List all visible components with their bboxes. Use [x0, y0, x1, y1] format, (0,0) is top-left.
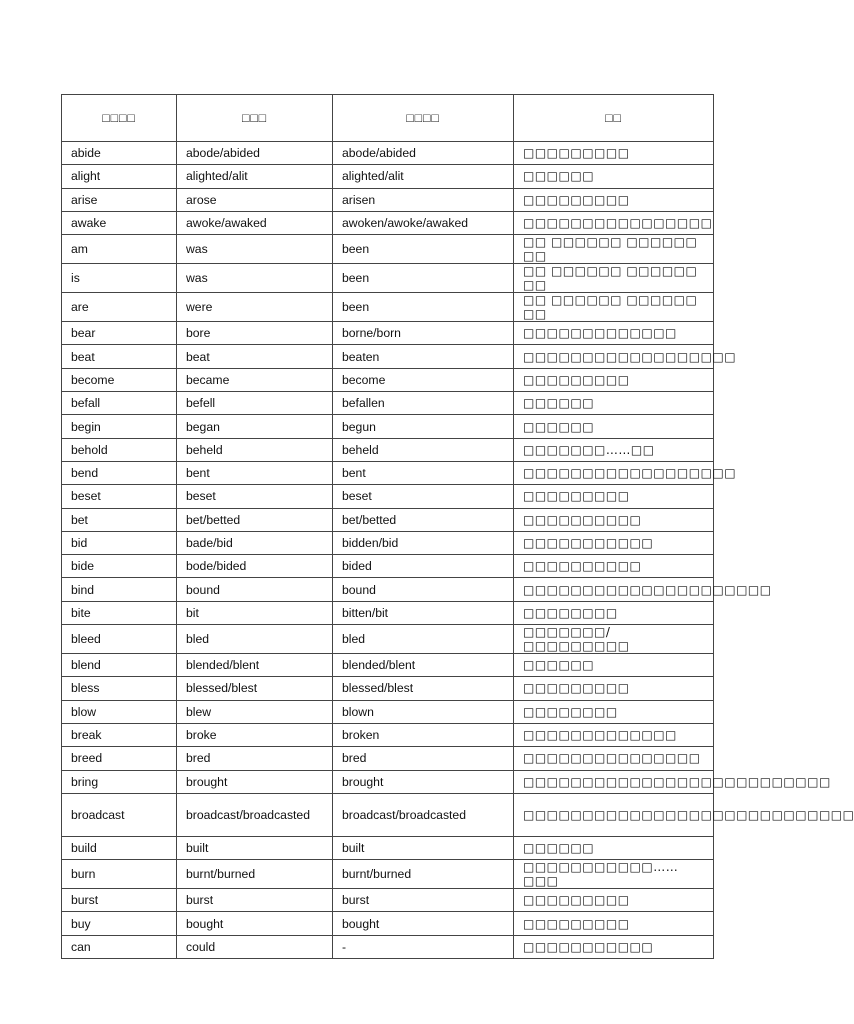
- cell-past-tense: burst: [177, 889, 333, 912]
- cell-past-tense: bit: [177, 601, 333, 624]
- cell-past-participle: beaten: [333, 345, 514, 368]
- cell-past-tense: broadcast/broadcasted: [177, 793, 333, 836]
- cell-base-form: begin: [62, 415, 177, 438]
- cell-meaning: □□□□□□□□□: [514, 912, 714, 935]
- cell-past-tense: built: [177, 836, 333, 859]
- cell-past-participle: bought: [333, 912, 514, 935]
- cell-meaning: □□□□□□□□□□□: [514, 935, 714, 958]
- table-row: [62, 392, 714, 415]
- cell-past-tense: bade/bid: [177, 531, 333, 554]
- table-row: [62, 165, 714, 188]
- cell-base-form: behold: [62, 438, 177, 461]
- cell-past-participle: begun: [333, 415, 514, 438]
- cell-past-tense: blessed/blest: [177, 677, 333, 700]
- cell-past-participle: broadcast/broadcasted: [333, 793, 514, 836]
- cell-meaning: □□□□□□□□□□□□□: [514, 723, 714, 746]
- cell-meaning: □□□□□□□……□□: [514, 438, 714, 461]
- cell-past-tense: blended/blent: [177, 654, 333, 677]
- table-row: [62, 235, 714, 264]
- cell-meaning: □□□□□□□□□: [514, 188, 714, 211]
- cell-meaning: □□ □□□□□□ □□□□□□ □□: [514, 235, 714, 264]
- cell-past-participle: been: [333, 235, 514, 264]
- cell-meaning: □□□□□□□/□□□□□□□□□: [514, 625, 714, 654]
- cell-past-tense: bled: [177, 625, 333, 654]
- table-row: [62, 555, 714, 578]
- cell-base-form: bind: [62, 578, 177, 601]
- cell-past-tense: bound: [177, 578, 333, 601]
- table-row: [62, 912, 714, 935]
- table-row: [62, 625, 714, 654]
- cell-past-tense: bred: [177, 747, 333, 770]
- cell-base-form: bend: [62, 461, 177, 484]
- cell-base-form: bet: [62, 508, 177, 531]
- cell-meaning: □□□□□□□□□□□……□□□: [514, 860, 714, 889]
- table-row: [62, 723, 714, 746]
- cell-past-tense: bode/bided: [177, 555, 333, 578]
- cell-meaning: □□□□□□□□□□□□□□□□□□: [514, 461, 714, 484]
- cell-meaning: □□ □□□□□□ □□□□□□ □□: [514, 293, 714, 322]
- cell-past-participle: bled: [333, 625, 514, 654]
- cell-past-participle: broken: [333, 723, 514, 746]
- cell-base-form: arise: [62, 188, 177, 211]
- cell-meaning: □□□□□□□□□□: [514, 508, 714, 531]
- cell-meaning: □□□□□□: [514, 392, 714, 415]
- cell-past-participle: awoken/awoke/awaked: [333, 211, 514, 234]
- cell-base-form: become: [62, 368, 177, 391]
- cell-base-form: am: [62, 235, 177, 264]
- cell-past-participle: bound: [333, 578, 514, 601]
- cell-meaning: □□ □□□□□□ □□□□□□ □□: [514, 264, 714, 293]
- cell-past-participle: been: [333, 264, 514, 293]
- cell-meaning: □□□□□□□□□: [514, 142, 714, 165]
- header-base-form: □□□□: [62, 95, 177, 142]
- table-row: [62, 368, 714, 391]
- cell-past-tense: beat: [177, 345, 333, 368]
- cell-base-form: burn: [62, 860, 177, 889]
- cell-past-tense: broke: [177, 723, 333, 746]
- cell-base-form: awake: [62, 211, 177, 234]
- cell-past-tense: bent: [177, 461, 333, 484]
- cell-meaning: □□□□□□□□□: [514, 677, 714, 700]
- table-row: [62, 485, 714, 508]
- cell-past-participle: been: [333, 293, 514, 322]
- cell-meaning: □□□□□□□□□□□□□□□□□□□□□□□□□□□□: [514, 793, 714, 836]
- cell-base-form: beat: [62, 345, 177, 368]
- cell-past-tense: were: [177, 293, 333, 322]
- cell-base-form: befall: [62, 392, 177, 415]
- cell-meaning: □□□□□□□□□□□□□□□□: [514, 211, 714, 234]
- cell-past-participle: borne/born: [333, 322, 514, 345]
- cell-past-participle: beset: [333, 485, 514, 508]
- cell-base-form: bid: [62, 531, 177, 554]
- cell-past-tense: beset: [177, 485, 333, 508]
- cell-past-tense: befell: [177, 392, 333, 415]
- cell-past-participle: built: [333, 836, 514, 859]
- cell-past-tense: burnt/burned: [177, 860, 333, 889]
- cell-past-participle: beheld: [333, 438, 514, 461]
- cell-past-tense: blew: [177, 700, 333, 723]
- table-row: [62, 860, 714, 889]
- cell-past-participle: become: [333, 368, 514, 391]
- cell-past-participle: -: [333, 935, 514, 958]
- cell-past-tense: could: [177, 935, 333, 958]
- cell-past-tense: arose: [177, 188, 333, 211]
- cell-past-participle: arisen: [333, 188, 514, 211]
- table-row: [62, 508, 714, 531]
- table-row: [62, 677, 714, 700]
- cell-base-form: can: [62, 935, 177, 958]
- cell-past-participle: bidden/bid: [333, 531, 514, 554]
- cell-base-form: are: [62, 293, 177, 322]
- cell-meaning: □□□□□□□□□: [514, 368, 714, 391]
- cell-meaning: □□□□□□□□□□□□□□□: [514, 747, 714, 770]
- cell-past-participle: bitten/bit: [333, 601, 514, 624]
- cell-meaning: □□□□□□□□□□□□□: [514, 322, 714, 345]
- cell-past-tense: became: [177, 368, 333, 391]
- cell-past-participle: burnt/burned: [333, 860, 514, 889]
- cell-past-participle: blended/blent: [333, 654, 514, 677]
- cell-meaning: □□□□□□□□□: [514, 889, 714, 912]
- cell-base-form: buy: [62, 912, 177, 935]
- cell-past-tense: brought: [177, 770, 333, 793]
- cell-base-form: bring: [62, 770, 177, 793]
- cell-past-tense: bought: [177, 912, 333, 935]
- cell-past-tense: bet/betted: [177, 508, 333, 531]
- cell-past-participle: bent: [333, 461, 514, 484]
- cell-past-tense: bore: [177, 322, 333, 345]
- cell-past-participle: alighted/alit: [333, 165, 514, 188]
- cell-past-tense: alighted/alit: [177, 165, 333, 188]
- table-row: [62, 889, 714, 912]
- cell-past-participle: bided: [333, 555, 514, 578]
- table-row: [62, 142, 714, 165]
- cell-base-form: bide: [62, 555, 177, 578]
- cell-meaning: □□□□□□□□□: [514, 485, 714, 508]
- cell-past-participle: bet/betted: [333, 508, 514, 531]
- table-row: [62, 438, 714, 461]
- cell-past-tense: began: [177, 415, 333, 438]
- table-row: [62, 531, 714, 554]
- cell-past-participle: burst: [333, 889, 514, 912]
- cell-meaning: □□□□□□: [514, 415, 714, 438]
- cell-meaning: □□□□□□□□: [514, 601, 714, 624]
- table-row: [62, 293, 714, 322]
- table-row: [62, 793, 714, 836]
- cell-base-form: bite: [62, 601, 177, 624]
- table-row: [62, 461, 714, 484]
- table-row: [62, 188, 714, 211]
- table-row: [62, 836, 714, 859]
- cell-meaning: □□□□□□: [514, 654, 714, 677]
- header-meaning: □□: [514, 95, 714, 142]
- header-past-tense: □□□: [177, 95, 333, 142]
- table-row: [62, 264, 714, 293]
- table-row: [62, 601, 714, 624]
- cell-meaning: □□□□□□: [514, 836, 714, 859]
- table-row: [62, 345, 714, 368]
- cell-base-form: broadcast: [62, 793, 177, 836]
- cell-base-form: abide: [62, 142, 177, 165]
- table-row: [62, 415, 714, 438]
- cell-base-form: breed: [62, 747, 177, 770]
- cell-base-form: bleed: [62, 625, 177, 654]
- cell-base-form: build: [62, 836, 177, 859]
- cell-base-form: blow: [62, 700, 177, 723]
- cell-past-participle: blessed/blest: [333, 677, 514, 700]
- cell-base-form: beset: [62, 485, 177, 508]
- cell-base-form: burst: [62, 889, 177, 912]
- cell-base-form: bless: [62, 677, 177, 700]
- cell-meaning: □□□□□□: [514, 165, 714, 188]
- cell-meaning: □□□□□□□□□□□□□□□□□□□□□: [514, 578, 714, 601]
- cell-past-participle: befallen: [333, 392, 514, 415]
- cell-meaning: □□□□□□□□: [514, 700, 714, 723]
- cell-past-participle: bred: [333, 747, 514, 770]
- cell-past-tense: awoke/awaked: [177, 211, 333, 234]
- table-row: [62, 700, 714, 723]
- table-row: [62, 654, 714, 677]
- cell-past-tense: abode/abided: [177, 142, 333, 165]
- cell-meaning: □□□□□□□□□□□: [514, 531, 714, 554]
- table-header-row: [62, 95, 714, 142]
- table-body: [62, 142, 854, 959]
- table-row: [62, 578, 714, 601]
- cell-past-tense: was: [177, 235, 333, 264]
- table-row: [62, 211, 714, 234]
- header-past-participle: □□□□: [333, 95, 514, 142]
- cell-meaning: □□□□□□□□□□□□□□□□□□□□□□□□□□: [514, 770, 714, 793]
- table-row: [62, 747, 714, 770]
- cell-base-form: blend: [62, 654, 177, 677]
- cell-base-form: is: [62, 264, 177, 293]
- cell-past-tense: was: [177, 264, 333, 293]
- cell-base-form: break: [62, 723, 177, 746]
- cell-past-tense: beheld: [177, 438, 333, 461]
- cell-base-form: bear: [62, 322, 177, 345]
- cell-base-form: alight: [62, 165, 177, 188]
- cell-past-participle: brought: [333, 770, 514, 793]
- cell-past-participle: blown: [333, 700, 514, 723]
- cell-meaning: □□□□□□□□□□: [514, 555, 714, 578]
- table-row: [62, 770, 714, 793]
- irregular-verb-table: [61, 94, 854, 959]
- table-row: [62, 935, 714, 958]
- table-row: [62, 322, 714, 345]
- cell-meaning: □□□□□□□□□□□□□□□□□□: [514, 345, 714, 368]
- cell-past-participle: abode/abided: [333, 142, 514, 165]
